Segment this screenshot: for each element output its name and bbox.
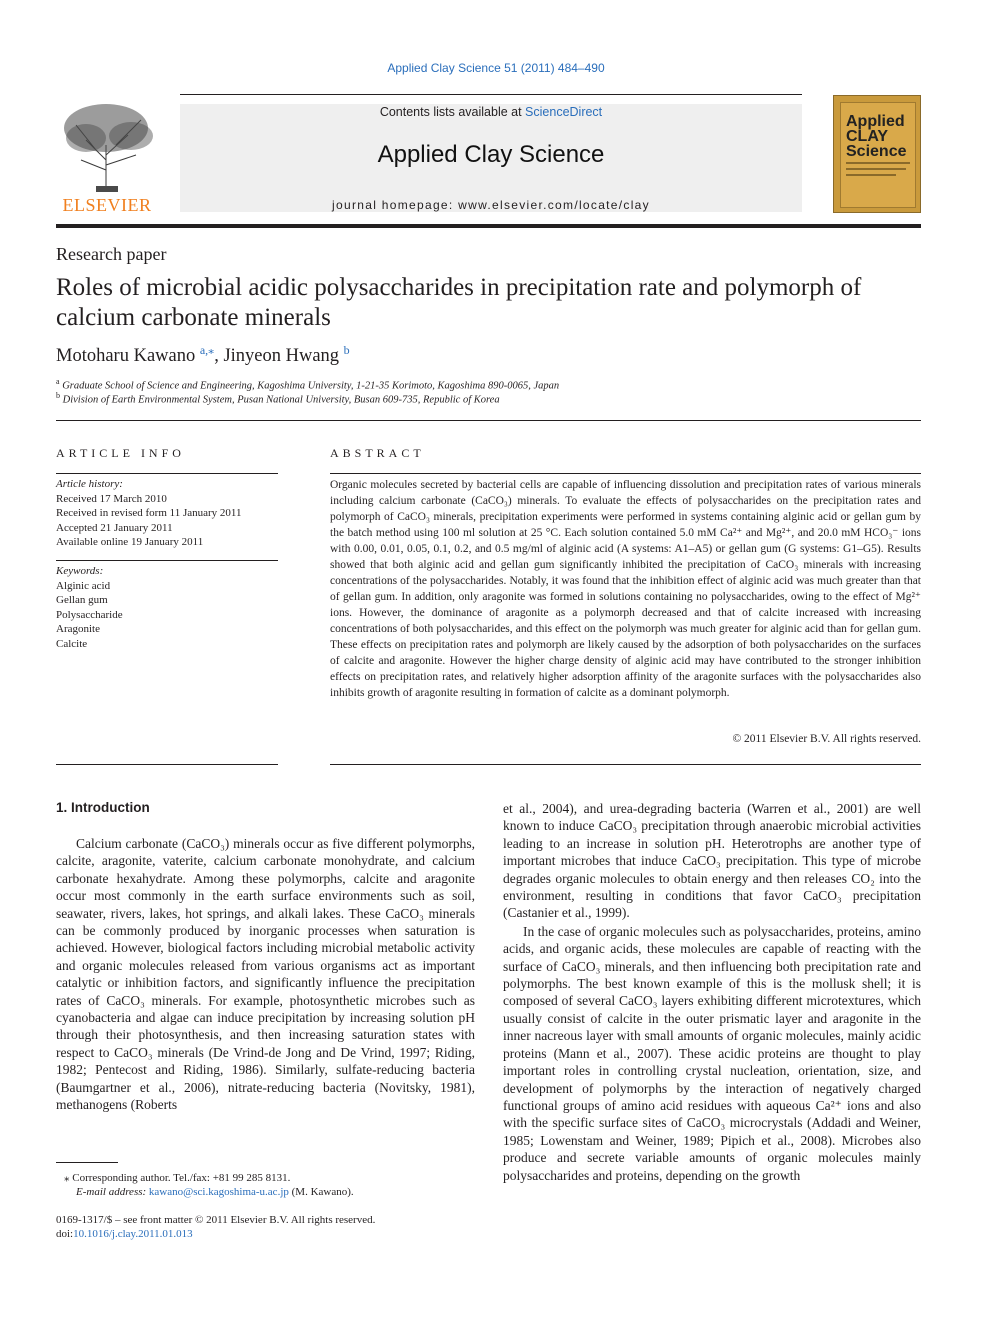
author-list: Motoharu Kawano $^{a,⁎}$, Jinyeon Hwang $^b$ xyxy=(56,343,350,367)
affiliation-b xyxy=(56,391,500,406)
keywords-block xyxy=(56,564,278,651)
doi-line xyxy=(56,1228,193,1240)
abstract-heading: ABSTRACT xyxy=(330,446,425,460)
history-item: Received in revised form 11 January 2011 xyxy=(56,507,242,519)
email-suffix: (M. Kawano). xyxy=(288,1186,354,1198)
sciencedirect-link[interactable]: ScienceDirect xyxy=(525,105,603,119)
journal-homepage[interactable]: journal homepage: www.elsevier.com/locate/clay xyxy=(332,198,650,212)
header-top-rule xyxy=(180,94,802,95)
email-note xyxy=(76,1186,354,1198)
article-history xyxy=(56,477,278,550)
keyword-item: Gellan gum xyxy=(56,594,108,606)
author-affiliation-mark[interactable]: b xyxy=(343,343,350,357)
keyword-item: Aragonite xyxy=(56,623,100,635)
abstract-text: Organic molecules secreted by bacterial cells are capable of influencing dissolution and precipitation rates of various minerals including calcium carbonate (CaCO₃) minerals. To evaluate the effects of polysaccharides on the precipitation rates and polymorph of CaCO₃ minerals, precipitation experiments were performed in systems containing alginic acid or gellan gum by the batch method using 100 ml solution at 25 °C. Each solution contained 5.0 mM Ca²⁺ and Mg²⁺, and 20.0 mM HCO₃⁻ ions with 0.00, 0.01, 0.05, 0.1, 0.2, and 0.5 mg/ml of alginic acid (A systems: A1–A5) or gellan gum (G systems: G1–G5). Results showed that both alginic acid and gellan gum significantly inhibited the precipitation of CaCO₃ minerals with increasing concentrations of the polysaccharides. Notably, it was found that the inhibition effect of alginic acid was much greater than that of gellan gum. In addition, only aragonite was formed in solutions containing no polysaccharides, owing to the effect of Mg²⁺ ions. However, the dominance of aragonite as a polymorph decreased and that of calcite increased with increasing concentrations of both polysaccharides, and this effect on the polymorph was much greater for alginic acid than for gellan gum. These effects on precipitation rates and polymorph are likely caused by the adsorption of both polysaccharides on the surfaces of calcite and aragonite. However the higher charge density of alginic acid may have contributed to the stronger inhibition effects on precipitation rates, and relatively higher adsorption affinity of the aragonite surfaces with the polysaccharides also inhibits growth of aragonite resulting in formation of calcite as a dominant polymorph. xyxy=(330,479,921,699)
article-info-heading: ARTICLE INFO xyxy=(56,446,185,460)
intro-paragraph: et al., 2004), and urea-degrading bacteria (Warren et al., 2001) are well known to induce CaCO₃ precipitation through anaerobic microbial activities leading to an increase in solution pH. Heterotrophs are another type of important microbes that induce CaCO₃ precipitation. This type of microbe degrades organic molecules to obtain energy and then releases CO₂ into the environment, resulting in conditions that favor CaCO₃ precipitation (Castanier et al., 1999). xyxy=(503,801,921,921)
cover-title: Applied CLAY Science xyxy=(846,113,907,160)
abstract-bottom-rule xyxy=(330,764,921,765)
article-title: Roles of microbial acidic polysaccharides in precipitation rate and polymorph of calcium carbonate minerals xyxy=(56,274,862,331)
article-info-bottom-rule xyxy=(56,764,278,765)
affiliation-mark: b xyxy=(56,391,60,400)
keywords-heading: Keywords: xyxy=(56,565,104,577)
issn-line: 0169-1317/$ – see front matter © 2011 Elsevier B.V. All rights reserved. xyxy=(56,1214,376,1226)
history-heading: Article history: xyxy=(56,478,123,490)
affiliation-mark: a xyxy=(56,377,60,386)
corresponding-author-note: ⁎ Corresponding author. Tel./fax: +81 99 285 8131. xyxy=(64,1172,291,1184)
history-item: Received 17 March 2010 xyxy=(56,492,167,505)
introduction-heading: 1. Introduction xyxy=(56,800,150,815)
author-affiliation-mark[interactable]: a,⁎ xyxy=(199,343,215,357)
footnote-rule xyxy=(56,1162,118,1163)
article-type: Research paper xyxy=(56,244,167,264)
title-block-rule xyxy=(56,420,921,421)
intro-left-column xyxy=(56,835,475,1114)
intro-paragraph: Calcium carbonate (CaCO₃) minerals occur as five different polymorphs, calcite, aragonite, vaterite, calcium carbonate monohydrate, and calcium carbonate hexahydrate. Among these polymorphs, calcite and aragonite occur most commonly in the earth surface environments such as soil, seawater, rivers, lakes, hot springs, and alkali lakes. These CaCO₃ minerals can be commonly produced by inorganic processes when saturation is achieved. However, biological factors including microbial metabolic activity and organic molecules released from various organisms act as important catalytic or inhibition factors, and significantly influence the precipitation rates of CaCO₃ minerals. For example, photosynthetic microbes such as cyanobacteria and algae can induce precipitation by increasing solution pH through their photosynthesis, and then increasing saturation states with respect to CaCO₃ minerals (De Vrind-de Jong and De Vrind, 1997; Riding, 1982; Pentecost and Riding, 1986). Similarly, sulfate-reducing bacteria (Baumgartner et al., 2006), nitrate-reducing bacteria (Novitsky, 1981), methanogens (Roberts xyxy=(56,836,475,1113)
journal-reference[interactable]: Applied Clay Science 51 (2011) 484–490 xyxy=(387,61,605,75)
history-item: Accepted 21 January 2011 xyxy=(56,521,173,534)
article-info-rule xyxy=(56,473,278,474)
doi-label: doi: xyxy=(56,1228,74,1240)
affiliation-text: Division of Earth Environmental System, Pusan National University, Busan 609-735, Republic of Korea xyxy=(62,394,500,406)
keyword-item: Alginic acid xyxy=(56,579,111,592)
elsevier-wordmark: ELSEVIER xyxy=(62,195,152,215)
affiliation-a xyxy=(56,377,559,392)
journal-cover-image xyxy=(833,95,921,213)
history-item: Available online 19 January 2011 xyxy=(56,536,204,548)
abstract-copyright: © 2011 Elsevier B.V. All rights reserved. xyxy=(732,733,921,745)
journal-title: Applied Clay Science xyxy=(377,141,605,168)
email-link[interactable]: kawano@sci.kagoshima-u.ac.jp xyxy=(148,1186,289,1198)
intro-right-column xyxy=(503,800,921,1184)
abstract-rule xyxy=(330,473,921,474)
contents-line xyxy=(180,105,802,119)
author-name: Motoharu Kawano xyxy=(56,346,196,367)
keyword-item: Polysaccharide xyxy=(56,608,123,621)
contents-prefix: Contents lists available at xyxy=(379,105,526,119)
intro-paragraph: In the case of organic molecules such as polysaccharides, proteins, amino acids, and organic acids, these molecules are capable of reacting with the surface of CaCO₃ minerals, and then influencing both precipitation rate and polymorphs. The best known example of this is the mollusk shell; it is composed of several CaCO₃ layers exhibiting different microtextures, which usually consist of calcite in the outer prismatic layer and aragonite in the inner nacreous layer with small amounts of organic molecules, mainly acidic proteins (Mann et al., 2007). These acidic proteins are thought to play important roles in controlling crystal nucleation, orientation, size, and development of polymorphs by the interaction of negatively charged functional groups of amino acid residues with aqueous Ca²⁺ ions and also with the specific surface sites of CaCO₃ microcrystals (Addadi and Weiner, 1985; Lowenstam and Weiner, 1989; Pipich et al., 2008). Microbes also produce and secrete variable amounts of organic molecules mainly polysaccharides and proteins, depending on the growth xyxy=(503,923,921,1183)
keyword-item: Calcite xyxy=(56,637,88,650)
header-thick-rule xyxy=(56,224,921,228)
affiliation-text: Graduate School of Science and Engineering, Kagoshima University, 1-21-35 Korimoto, Kagoshima 890-0065, Japan xyxy=(62,380,560,392)
keywords-rule xyxy=(56,560,278,561)
doi-link[interactable]: 10.1016/j.clay.2011.01.013 xyxy=(73,1228,193,1240)
author-name: Jinyeon Hwang xyxy=(223,346,340,367)
email-label: E-mail address: xyxy=(76,1186,149,1198)
